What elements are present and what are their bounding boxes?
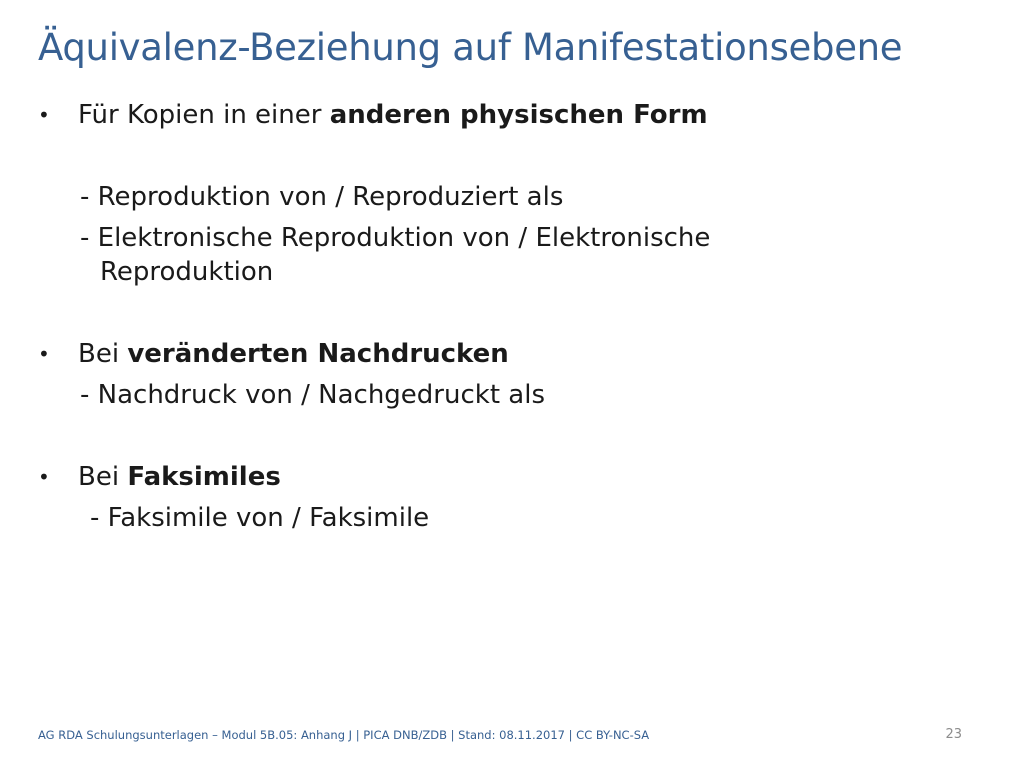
bullet-text [78, 98, 708, 132]
sub-item: - Faksimile von / Faksimile [90, 503, 430, 533]
bullet-prefix: Für Kopien in einer [78, 100, 330, 130]
bullet-icon: • [38, 103, 50, 127]
slide-title: Äquivalenz-Beziehung auf Manifestationsebene [38, 26, 903, 69]
bullet-prefix: Bei [78, 462, 128, 492]
slide-content [38, 98, 988, 535]
bullet-item [38, 460, 988, 494]
slide-footer: AG RDA Schulungsunterlagen – Modul 5B.05: Anhang J | PICA DNB/ZDB | Stand: 08.11.2017 | CC BY-NC-SA [38, 728, 650, 742]
bullet-text [78, 460, 281, 494]
sub-item: - Elektronische Reproduktion von / Elektronische [80, 223, 711, 253]
sub-item-continuation: Reproduktion [100, 257, 274, 287]
bullet-text [78, 337, 509, 371]
page-number: 23 [945, 727, 962, 742]
bullet-item [38, 98, 988, 132]
bullet-icon: • [38, 465, 50, 489]
sub-item: - Nachdruck von / Nachgedruckt als [80, 380, 545, 410]
bullet-emphasis: anderen physischen Form [329, 100, 708, 130]
bullet-emphasis: veränderten Nachdrucken [127, 339, 509, 369]
bullet-item [38, 337, 988, 371]
bullet-emphasis: Faksimiles [127, 462, 281, 492]
bullet-prefix: Bei [78, 339, 128, 369]
sub-item: - Reproduktion von / Reproduziert als [80, 182, 564, 212]
bullet-icon: • [38, 342, 50, 366]
